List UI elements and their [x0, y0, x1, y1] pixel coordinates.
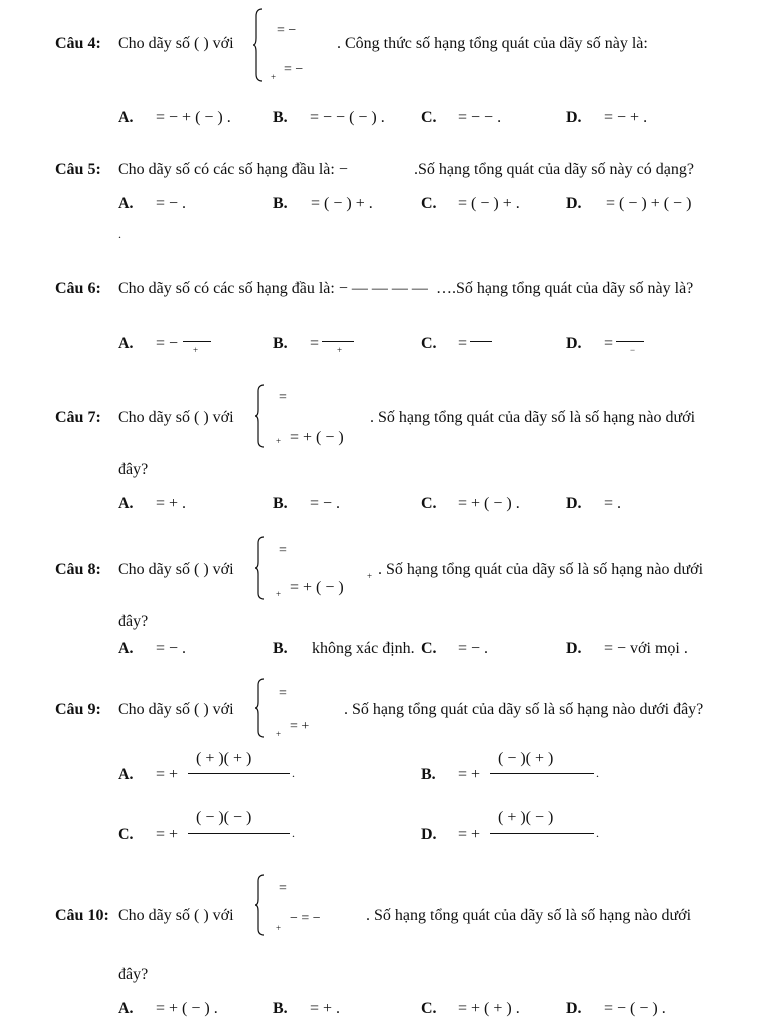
question-rest: . Công thức số hạng tổng quát của dãy số này là:	[337, 35, 648, 52]
option-label: C.	[421, 1000, 437, 1017]
option-text: = − .	[156, 640, 187, 657]
system-line-1: =	[279, 543, 287, 558]
option-text: = − − ( − ) .	[310, 109, 385, 126]
option-label: B.	[273, 195, 288, 212]
option-text: = − + .	[604, 109, 648, 126]
question-continuation: đây?	[118, 613, 149, 630]
fraction-bar	[183, 341, 211, 342]
fraction-numerator: ( + )( − )	[498, 809, 554, 826]
left-brace-icon	[254, 384, 266, 448]
question-rest: . Số hạng tổng quát của dãy số là số hạng nào dưới đây?	[344, 701, 704, 718]
system-subscript: +	[276, 923, 282, 933]
system-line-2: = +	[290, 719, 310, 734]
fraction-subscript: +	[193, 345, 199, 355]
system-subscript: +	[276, 589, 282, 599]
question-intro: Cho dãy số ( ) với	[118, 907, 234, 924]
fraction-numerator: ( − )( + )	[498, 750, 554, 767]
option-label: B.	[273, 495, 288, 512]
question-rest: . Số hạng tổng quát của dãy số là số hạng nào dưới	[366, 907, 692, 924]
fraction-bar	[616, 341, 644, 342]
option-text: = − + ( − ) .	[156, 109, 231, 126]
question-intro: Cho dãy số có các số hạng đầu là: − — — — —	[118, 280, 428, 297]
question-continuation: đây?	[118, 966, 149, 983]
option-text: = ( − ) + ( − )	[606, 195, 692, 212]
fraction-numerator: ( − )( − )	[196, 809, 252, 826]
system-line-1: =	[279, 390, 287, 405]
fraction-subscript: −	[630, 345, 636, 355]
option-label: B.	[273, 1000, 288, 1017]
option-text: = − − .	[458, 109, 502, 126]
option-label: D.	[566, 640, 582, 657]
option-text: =	[310, 335, 320, 352]
option-label: A.	[118, 495, 134, 512]
option-label: D.	[566, 195, 582, 212]
question-number: Câu 5:	[55, 161, 101, 178]
option-label: A.	[118, 109, 134, 126]
option-text: = + ( + ) .	[458, 1000, 520, 1017]
question-rest: ….Số hạng tổng quát của dãy số này là?	[436, 280, 694, 297]
option-label: D.	[566, 1000, 582, 1017]
fraction-bar	[490, 773, 594, 774]
system-subscript: +	[276, 436, 282, 446]
question-intro: Cho dãy số ( ) với	[118, 561, 234, 578]
option-label: D.	[566, 109, 582, 126]
system-line-1: =	[279, 881, 287, 896]
system-line-2: = −	[284, 62, 304, 77]
question-rest: . Số hạng tổng quát của dãy số là số hạng nào dưới	[378, 561, 704, 578]
question-rest: .Số hạng tổng quát của dãy số này có dạng?	[414, 161, 694, 178]
question-intro: Cho dãy số có các số hạng đầu là: −	[118, 161, 348, 178]
option-label: D.	[566, 495, 582, 512]
option-text: = + ( − ) .	[458, 495, 520, 512]
option-label: C.	[421, 640, 437, 657]
option-label: C.	[421, 195, 437, 212]
system-superscript: +	[367, 571, 373, 581]
question-number: Câu 9:	[55, 701, 101, 718]
option-text: = − .	[458, 640, 489, 657]
option-text: = ( − ) + .	[458, 195, 520, 212]
question-rest: . Số hạng tổng quát của dãy số là số hạng nào dưới	[370, 409, 696, 426]
question-intro: Cho dãy số ( ) với	[118, 701, 234, 718]
system-line-2: = + ( − )	[290, 429, 344, 446]
option-label: B.	[421, 766, 436, 783]
system-line-2: − = −	[290, 911, 321, 926]
system-subscript: +	[276, 729, 282, 739]
fraction-bar	[490, 833, 594, 834]
option-tail: .	[596, 766, 599, 780]
question-number: Câu 7:	[55, 409, 101, 426]
option-text: = + ( − ) .	[156, 1000, 218, 1017]
option-text: = +	[458, 826, 481, 843]
question-intro: Cho dãy số ( ) với	[118, 409, 234, 426]
question-number: Câu 10:	[55, 907, 109, 924]
left-brace-icon	[254, 874, 266, 936]
option-text: = +	[156, 826, 179, 843]
left-brace-icon	[254, 536, 266, 600]
option-text: = + .	[310, 1000, 341, 1017]
option-text: = − .	[310, 495, 341, 512]
option-text: = −	[156, 335, 179, 352]
option-text: =	[604, 335, 614, 352]
option-text: = +	[458, 766, 481, 783]
option-text: = − với mọi .	[604, 640, 688, 657]
option-text: = − .	[156, 195, 187, 212]
option-label: C.	[421, 109, 437, 126]
system-line-1: =	[279, 686, 287, 701]
option-label: C.	[118, 826, 134, 843]
fraction-numerator: ( + )( + )	[196, 750, 252, 767]
question-intro: Cho dãy số ( ) với	[118, 35, 234, 52]
fraction-bar	[188, 773, 290, 774]
fraction-bar	[470, 341, 492, 342]
option-text: = .	[604, 495, 622, 512]
left-brace-icon	[254, 678, 266, 738]
option-label: A.	[118, 335, 134, 352]
option-tail: .	[292, 826, 295, 840]
fraction-subscript: +	[337, 345, 343, 355]
option-text: =	[458, 335, 468, 352]
fraction-bar	[188, 833, 290, 834]
left-brace-icon	[252, 8, 264, 82]
option-text: = + .	[156, 495, 187, 512]
system-subscript: +	[271, 72, 277, 82]
option-label: C.	[421, 335, 437, 352]
question-number: Câu 4:	[55, 35, 101, 52]
system-line-1: = −	[277, 23, 297, 38]
option-tail: .	[596, 826, 599, 840]
option-label: C.	[421, 495, 437, 512]
question-continuation: đây?	[118, 461, 149, 478]
question-number: Câu 6:	[55, 280, 101, 297]
option-tail: .	[292, 766, 295, 780]
option-text: = − ( − ) .	[604, 1000, 666, 1017]
option-text: không xác định.	[312, 640, 415, 657]
option-label: B.	[273, 109, 288, 126]
option-label: D.	[566, 335, 582, 352]
option-label: A.	[118, 640, 134, 657]
question-number: Câu 8:	[55, 561, 101, 578]
option-label: B.	[273, 335, 288, 352]
fraction-bar	[322, 341, 354, 342]
option-label: A.	[118, 1000, 134, 1017]
option-label: D.	[421, 826, 437, 843]
option-label: A.	[118, 766, 134, 783]
system-line-2: = + ( − )	[290, 579, 344, 596]
trailing-period: .	[118, 227, 121, 241]
option-label: A.	[118, 195, 134, 212]
option-text: = ( − ) + .	[311, 195, 373, 212]
option-text: = +	[156, 766, 179, 783]
option-label: B.	[273, 640, 288, 657]
